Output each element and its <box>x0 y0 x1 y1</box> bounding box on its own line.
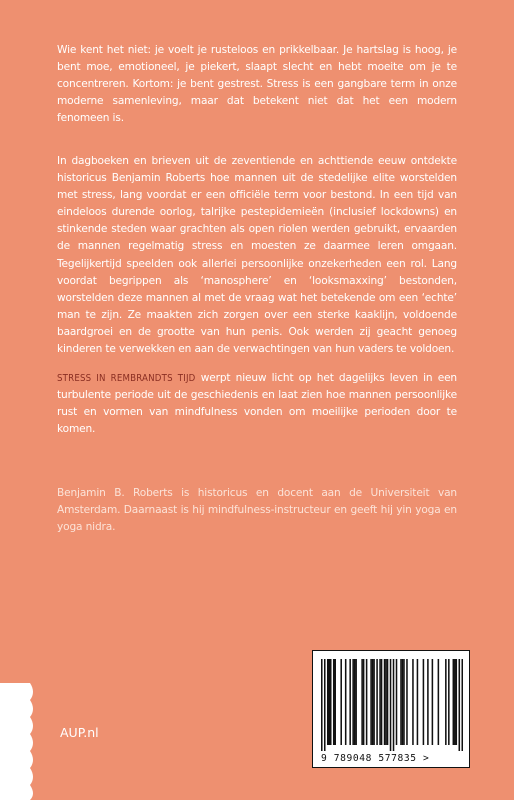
barcode-bar <box>438 659 440 745</box>
barcode-bar <box>400 659 402 745</box>
book-description: werpt nieuw licht op het dagelijks leven in een turbulente periode uit de geschiedenis en laat zien hoe mannen persoonlijke rust en vormen van mindfulness vonden om moeilijke perioden door te komen. <box>57 372 458 436</box>
barcode-bar <box>366 659 368 745</box>
barcode-bars <box>321 659 463 751</box>
barcode-bar <box>354 659 356 745</box>
barcode-bar <box>324 659 326 751</box>
barcode-bar <box>363 659 365 745</box>
barcode-bar <box>333 659 335 745</box>
barcode-bar <box>390 659 392 751</box>
barcode-bar <box>372 659 374 745</box>
barcode-bar <box>345 659 347 745</box>
barcode-bar <box>448 659 450 745</box>
barcode-bar <box>381 659 383 745</box>
barcode-bar <box>328 659 330 745</box>
barcode-bar <box>427 659 429 745</box>
isbn-barcode <box>312 650 470 768</box>
barcode-bar <box>462 659 463 751</box>
barcode-bar <box>445 659 447 745</box>
blurb-paragraph-history: In dagboeken en brieven uit de zeventiende en achttiende eeuw ontdekte historicus Benjamin Roberts hoe mannen uit de stedelijke elite worstelden met stress, lang voordat er een officiële term voor bestond. In een tijd van eindeloos durende oorlog, talrijke pestepidemieën (inclusief lockdowns) en stinkende steden waar grachten als open riolen werden gebruikt, ervaarden de mannen regelmatig stress en moesten ze daarmee leren omgaan. Tegelijkertijd speelden ook allerlei persoonlijke onzekerheden een rol. Lang voordat begrippen als ‘manosphere’ en ‘looksmaxxing’ bestonden, worstelden deze mannen al met de vraag wat het betekende om een ‘echte’ man te zijn. Ze maakten zich zorgen over een sterke kaaklijn, voldoende baardgroei en de grootte van hun penis. Ook werden zij geacht genoeg kinderen te verwekken en aan de verwachtingen van hun vaders te voldoen. <box>57 155 457 356</box>
barcode-bar <box>379 659 381 745</box>
barcode-bar <box>454 659 456 745</box>
barcode-bar <box>340 659 342 745</box>
book-title: STRESS IN REMBRANDTS TIJD <box>57 373 196 384</box>
isbn-number: 9 789048 577835 > <box>321 753 430 764</box>
barcode-bar <box>334 659 336 745</box>
barcode-bar <box>387 659 389 745</box>
barcode-bar <box>376 659 378 745</box>
barcode-bar <box>402 659 404 745</box>
barcode-bar <box>417 659 419 745</box>
barcode-bar <box>349 659 351 745</box>
barcode-bar <box>370 659 372 745</box>
author-bio: Benjamin B. Roberts is historicus en docent aan de Universiteit van Amsterdam. Daarnaast is hij mindfulness-instructeur en geeft hij yin yoga en yoga nidra. <box>57 487 457 534</box>
barcode-bar <box>373 659 375 745</box>
barcode-bar <box>432 659 434 745</box>
barcode-bar <box>361 659 363 745</box>
barcode-bar <box>456 659 458 745</box>
spine-tab <box>0 683 30 800</box>
barcode-bar <box>396 659 398 745</box>
barcode-bar <box>453 659 455 745</box>
barcode-bar <box>384 659 386 745</box>
barcode-bar <box>352 659 354 745</box>
barcode-bar <box>423 659 425 745</box>
barcode-bar <box>393 659 395 751</box>
barcode-bar <box>459 659 461 751</box>
barcode-bar <box>355 659 357 745</box>
barcode-bar <box>406 659 408 745</box>
blurb-paragraph-book <box>57 370 457 438</box>
barcode-bar <box>321 659 323 751</box>
barcode-bar <box>330 659 332 745</box>
barcode-bar <box>403 659 405 745</box>
blurb-paragraph-intro: Wie kent het niet: je voelt je rusteloos en prikkelbaar. Je hartslag is hoog, je bent moe, emotioneel, je piekert, slaapt slecht en hebt moeite om je te concentreren. Kortom: je bent gestrest. Stress is een gangbare term in onze moderne samenleving, maar dat betekent niet dat het een modern fenomeen is. <box>57 44 457 125</box>
barcode-bar <box>412 659 414 745</box>
barcode-bar <box>385 659 387 745</box>
barcode-bar <box>327 659 329 745</box>
publisher-logo: AUP.nl <box>60 725 99 740</box>
